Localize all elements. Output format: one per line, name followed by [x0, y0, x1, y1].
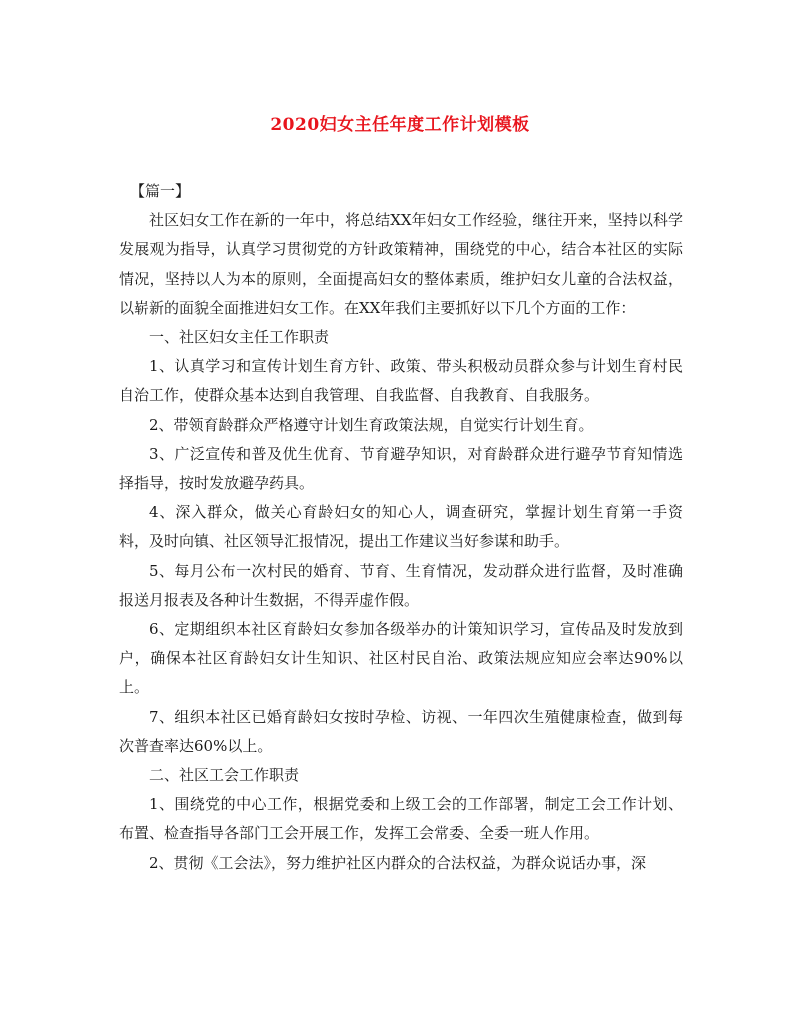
intro-paragraph: 社区妇女工作在新的一年中，将总结XX年妇女工作经验，继往开来，坚持以科学发展观为指导，认真学习贯彻党的方针政策精神，围绕党的中心，结合本社区的实际情况，坚持以人为本的原则，全面提高妇女的整体素质，维护妇女儿童的合法权益，以崭新的面貌全面推进妇女工作。在XX年我们主要抓好以下几个方面的工作：: [119, 211, 683, 317]
list-item: 4、深入群众，做关心育龄妇女的知心人，调查研究，掌握计划生育第一手资料，及时向镇、社区领导汇报情况，提出工作建议当好参谋和助手。: [119, 503, 683, 551]
list-item: 1、围绕党的中心工作，根据党委和上级工会的工作部署，制定工会工作计划、布置、检查指导各部门工会开展工作，发挥工会常委、全委一班人作用。: [119, 795, 683, 843]
list-item: 7、组织本社区已婚育龄妇女按时孕检、访视、一年四次生殖健康检查，做到每次普查率达60%以上。: [119, 707, 683, 755]
list-item: 5、每月公布一次村民的婚育、节育、生育情况，发动群众进行监督，及时准确报送月报表及各种计生数据，不得弄虚作假。: [119, 561, 683, 609]
list-item: 2、贯彻《工会法》，努力维护社区内群众的合法权益，为群众说话办事，深: [149, 853, 647, 872]
list-item: 1、认真学习和宣传计划生育方针、政策、带头积极动员群众参与计划生育村民自治工作，使群众基本达到自我管理、自我监督、自我教育、自我服务。: [119, 357, 683, 405]
list-item: 6、定期组织本社区育龄妇女参加各级举办的计策知识学习，宣传品及时发放到户，确保本社区育龄妇女计生知识、社区村民自治、政策法规应知应会率达90%以上。: [119, 620, 683, 697]
section-heading-women-director: 一、社区妇女主任工作职责: [149, 328, 330, 347]
section-heading-union: 二、社区工会工作职责: [149, 766, 300, 785]
document-body: [119, 177, 683, 878]
list-item: 2、带领育龄群众严格遵守计划生育政策法规，自觉实行计划生育。: [149, 415, 594, 434]
list-item: 3、广泛宣传和普及优生优育、节育避孕知识，对育龄群众进行避孕节育知情选择指导，按时发放避孕药具。: [119, 444, 683, 493]
section-label: 【篇一】: [130, 182, 191, 200]
document-title: 2020妇女主任年度工作计划模板: [270, 115, 530, 135]
